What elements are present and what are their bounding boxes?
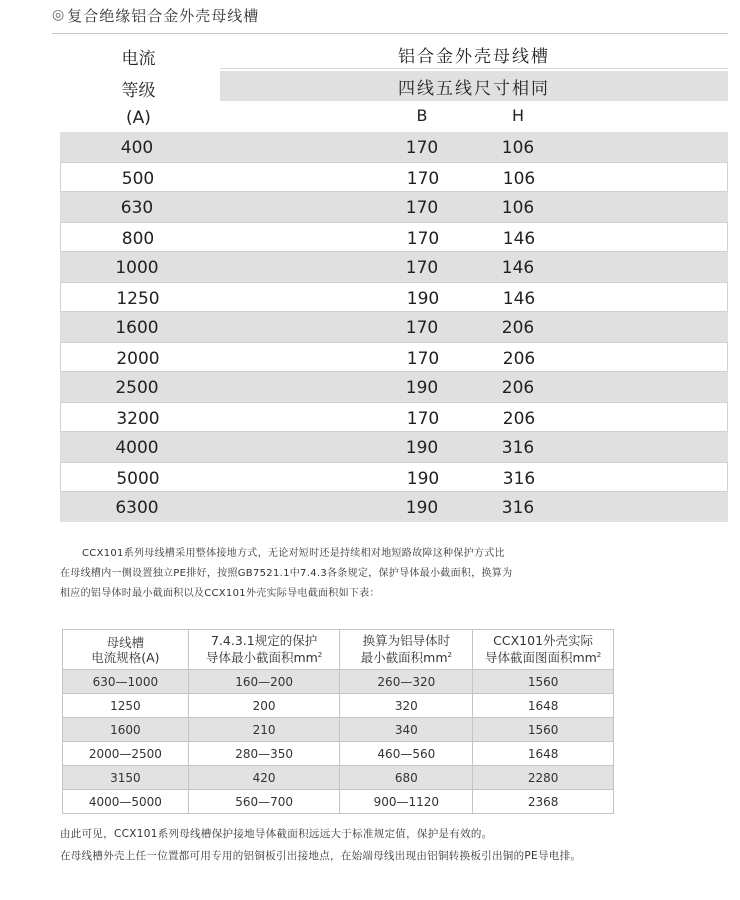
table-row xyxy=(60,132,728,162)
table-cell: 3150 xyxy=(63,766,189,790)
current-cell: 2500 xyxy=(115,378,159,398)
table-cell: 2368 xyxy=(473,790,614,814)
table-cell: 1648 xyxy=(473,742,614,766)
current-label-line-3: (A) xyxy=(126,108,151,128)
table-cell: 260—320 xyxy=(340,670,473,694)
table-cell: 160—200 xyxy=(188,670,340,694)
cross-section-table-header xyxy=(63,630,614,670)
current-cell: 1250 xyxy=(116,289,160,309)
b-cell: 170 xyxy=(406,229,440,249)
table-cell: 1250 xyxy=(63,694,189,718)
table-cell: 4000—5000 xyxy=(63,790,189,814)
title-divider xyxy=(52,33,728,34)
column-h-header: H xyxy=(511,106,525,125)
table-row xyxy=(60,342,728,372)
current-label-line-1: 电流 xyxy=(121,49,156,69)
cross-section-table-body xyxy=(63,670,614,814)
header-main: 铝合金外壳母线槽 xyxy=(220,40,728,69)
table-row xyxy=(60,432,728,462)
paragraph-line-2: 在母线槽内一侧设置独立PE排好，按照GB7521.1中7.4.3各条规定，保护导体最小截面积，换算为 xyxy=(60,568,513,579)
table-cell: 460—560 xyxy=(340,742,473,766)
table-row xyxy=(63,742,614,766)
footer-line-1: 由此可见，CCX101系列母线槽保护接地导体截面积远远大于标准规定值，保护是有效的。 xyxy=(60,828,493,840)
current-cell: 500 xyxy=(121,169,155,189)
circle-bullet-icon: ◎ xyxy=(52,7,66,23)
table-row xyxy=(63,670,614,694)
h-cell: 206 xyxy=(501,318,535,338)
dimension-table-header xyxy=(60,40,728,132)
h-cell: 316 xyxy=(502,469,536,489)
paragraph-line-1: CCX101系列母线槽采用整体接地方式，无论对短时还是持续相对地短路故障这种保护方式比 xyxy=(82,548,505,559)
section-title-text: 复合绝缘铝合金外壳母线槽 xyxy=(67,6,260,25)
header-cell: 7.4.3.1规定的保护 导体最小截面积$mm^2$ xyxy=(188,630,340,670)
current-cell: 1000 xyxy=(115,258,159,278)
table-row xyxy=(60,162,728,192)
h-cell: 206 xyxy=(501,378,535,398)
table-row xyxy=(60,402,728,432)
current-label-line-2: 等级 xyxy=(121,81,156,101)
table-cell: 900—1120 xyxy=(340,790,473,814)
table-cell: 280—350 xyxy=(188,742,340,766)
grounding-description xyxy=(60,544,730,604)
table-row xyxy=(63,766,614,790)
table-cell: 1560 xyxy=(473,670,614,694)
table-cell: 2000—2500 xyxy=(63,742,189,766)
current-cell: 400 xyxy=(120,138,154,158)
table-cell: 2280 xyxy=(473,766,614,790)
table-row xyxy=(63,790,614,814)
table-cell: 1560 xyxy=(473,718,614,742)
current-cell: 2000 xyxy=(116,349,160,369)
section-title xyxy=(52,4,259,26)
b-cell: 190 xyxy=(406,469,440,489)
table-cell: 680 xyxy=(340,766,473,790)
current-cell: 4000 xyxy=(115,438,159,458)
current-cell: 6300 xyxy=(115,498,159,518)
b-cell: 170 xyxy=(405,198,439,218)
table-cell: 210 xyxy=(188,718,340,742)
h-cell: 106 xyxy=(501,198,535,218)
h-cell: 316 xyxy=(501,438,535,458)
paragraph-line-3: 相应的铝导体时最小截面积以及CCX101外壳实际导电截面积如下表： xyxy=(60,588,380,599)
table-cell: 420 xyxy=(188,766,340,790)
column-b-header: B xyxy=(416,106,428,125)
current-cell: 3200 xyxy=(116,409,160,429)
b-cell: 170 xyxy=(406,169,440,189)
h-cell: 206 xyxy=(502,349,536,369)
h-cell: 106 xyxy=(501,138,535,158)
table-cell: 560—700 xyxy=(188,790,340,814)
b-cell: 190 xyxy=(405,378,439,398)
h-cell: 316 xyxy=(501,498,535,518)
b-cell: 190 xyxy=(405,498,439,518)
h-cell: 146 xyxy=(501,258,535,278)
table-row xyxy=(63,718,614,742)
current-cell: 800 xyxy=(121,229,155,249)
b-cell: 190 xyxy=(406,289,440,309)
table-cell: 630—1000 xyxy=(63,670,189,694)
current-cell: 5000 xyxy=(116,469,160,489)
h-cell: 146 xyxy=(502,229,536,249)
b-cell: 170 xyxy=(405,138,439,158)
table-cell: 1600 xyxy=(63,718,189,742)
table-row xyxy=(63,694,614,718)
h-cell: 106 xyxy=(502,169,536,189)
header-cell: 母线槽 电流规格(A) xyxy=(63,630,189,670)
b-cell: 170 xyxy=(405,258,439,278)
table-row xyxy=(60,462,728,492)
table-cell: 200 xyxy=(188,694,340,718)
b-cell: 170 xyxy=(405,318,439,338)
dimension-table-body xyxy=(60,132,728,522)
table-row xyxy=(60,252,728,282)
b-cell: 170 xyxy=(406,349,440,369)
dimension-table xyxy=(60,40,728,522)
table-row xyxy=(60,492,728,522)
table-cell: 320 xyxy=(340,694,473,718)
table-cell: 1648 xyxy=(473,694,614,718)
conclusion-text xyxy=(60,823,732,867)
current-cell: 630 xyxy=(120,198,154,218)
header-cell: 换算为铝导体时 最小截面积$mm^2$ xyxy=(340,630,473,670)
header-sub: 四线五线尺寸相同 xyxy=(220,71,728,101)
h-cell: 146 xyxy=(502,289,536,309)
table-row xyxy=(60,192,728,222)
current-cell: 1600 xyxy=(115,318,159,338)
b-cell: 190 xyxy=(405,438,439,458)
table-row xyxy=(60,312,728,342)
table-row xyxy=(60,282,728,312)
footer-line-2: 在母线槽外壳上任一位置都可用专用的铝铜板引出接地点，在始端母线出现由铝铜转换板引出铜的PE导电排。 xyxy=(60,850,582,862)
b-cell: 170 xyxy=(406,409,440,429)
header-cell: CCX101外壳实际 导体截面图面积$mm^2$ xyxy=(473,630,614,670)
h-cell: 206 xyxy=(502,409,536,429)
cross-section-table xyxy=(62,629,614,814)
table-row xyxy=(60,222,728,252)
table-row xyxy=(60,372,728,402)
table-cell: 340 xyxy=(340,718,473,742)
